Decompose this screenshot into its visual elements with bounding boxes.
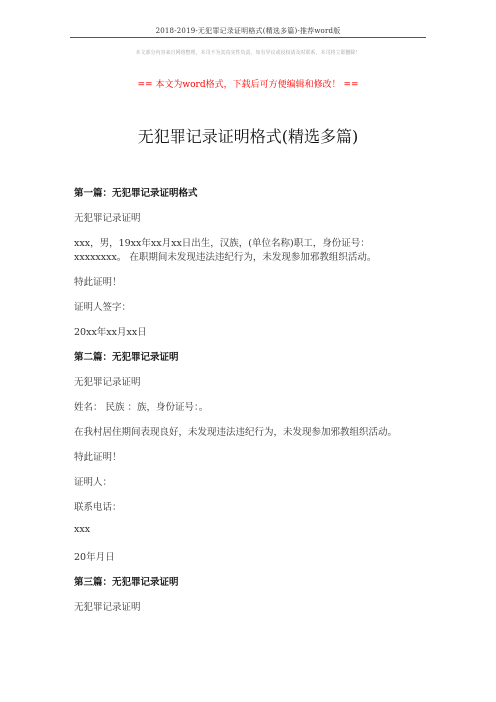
paragraph: 20xx年xx月xx日 [74,327,147,338]
paragraph: 证明人签字： [74,302,132,313]
document-title: 无犯罪记录证明格式(精选多篇) [137,127,359,146]
editable-notice: == 本文为word格式，下载后可方便编辑和修改！ == [137,80,359,90]
paragraph: 特此证明！ [74,452,122,463]
paragraph: 证明人： [74,477,113,488]
paragraph: xxxxxxxx。 在职期间未发现违法违纪行为，未发现参加邪教组织活动。 [74,252,377,263]
paragraph: 联系电话： [74,502,122,513]
header-rule [70,37,426,38]
paragraph: 特此证明！ [74,277,122,288]
paragraph: 无犯罪记录证明 [74,213,141,224]
section-heading-1: 第一篇：无犯罪记录证明格式 [74,188,198,199]
section-heading-3: 第三篇：无犯罪记录证明 [74,577,179,588]
paragraph: 20年月日 [74,552,115,563]
paragraph: xxx，男，19xx年xx月xx日出生，汉族，(单位名称)职工，身份证号： [74,238,370,249]
paragraph: xxx [74,524,91,535]
paragraph: 姓名： 民族 ：族，身份证号：。 [74,402,209,413]
page-header: 2018-2019-无犯罪记录证明格式(精选多篇)-推荐word版 [155,27,341,35]
paragraph: 无犯罪记录证明 [74,377,141,388]
paragraph: 在我村居住期间表现良好，未发现违法违纪行为，未发现参加邪教组织活动。 [74,427,398,438]
paragraph: 无犯罪记录证明 [74,602,141,613]
section-heading-2: 第二篇：无犯罪记录证明 [74,352,179,363]
disclaimer-text: 本文部分内容来自网络整理，本司不为其真实性负责，如有异议或侵权请及时联系，本司将立即删除！ [135,50,361,56]
